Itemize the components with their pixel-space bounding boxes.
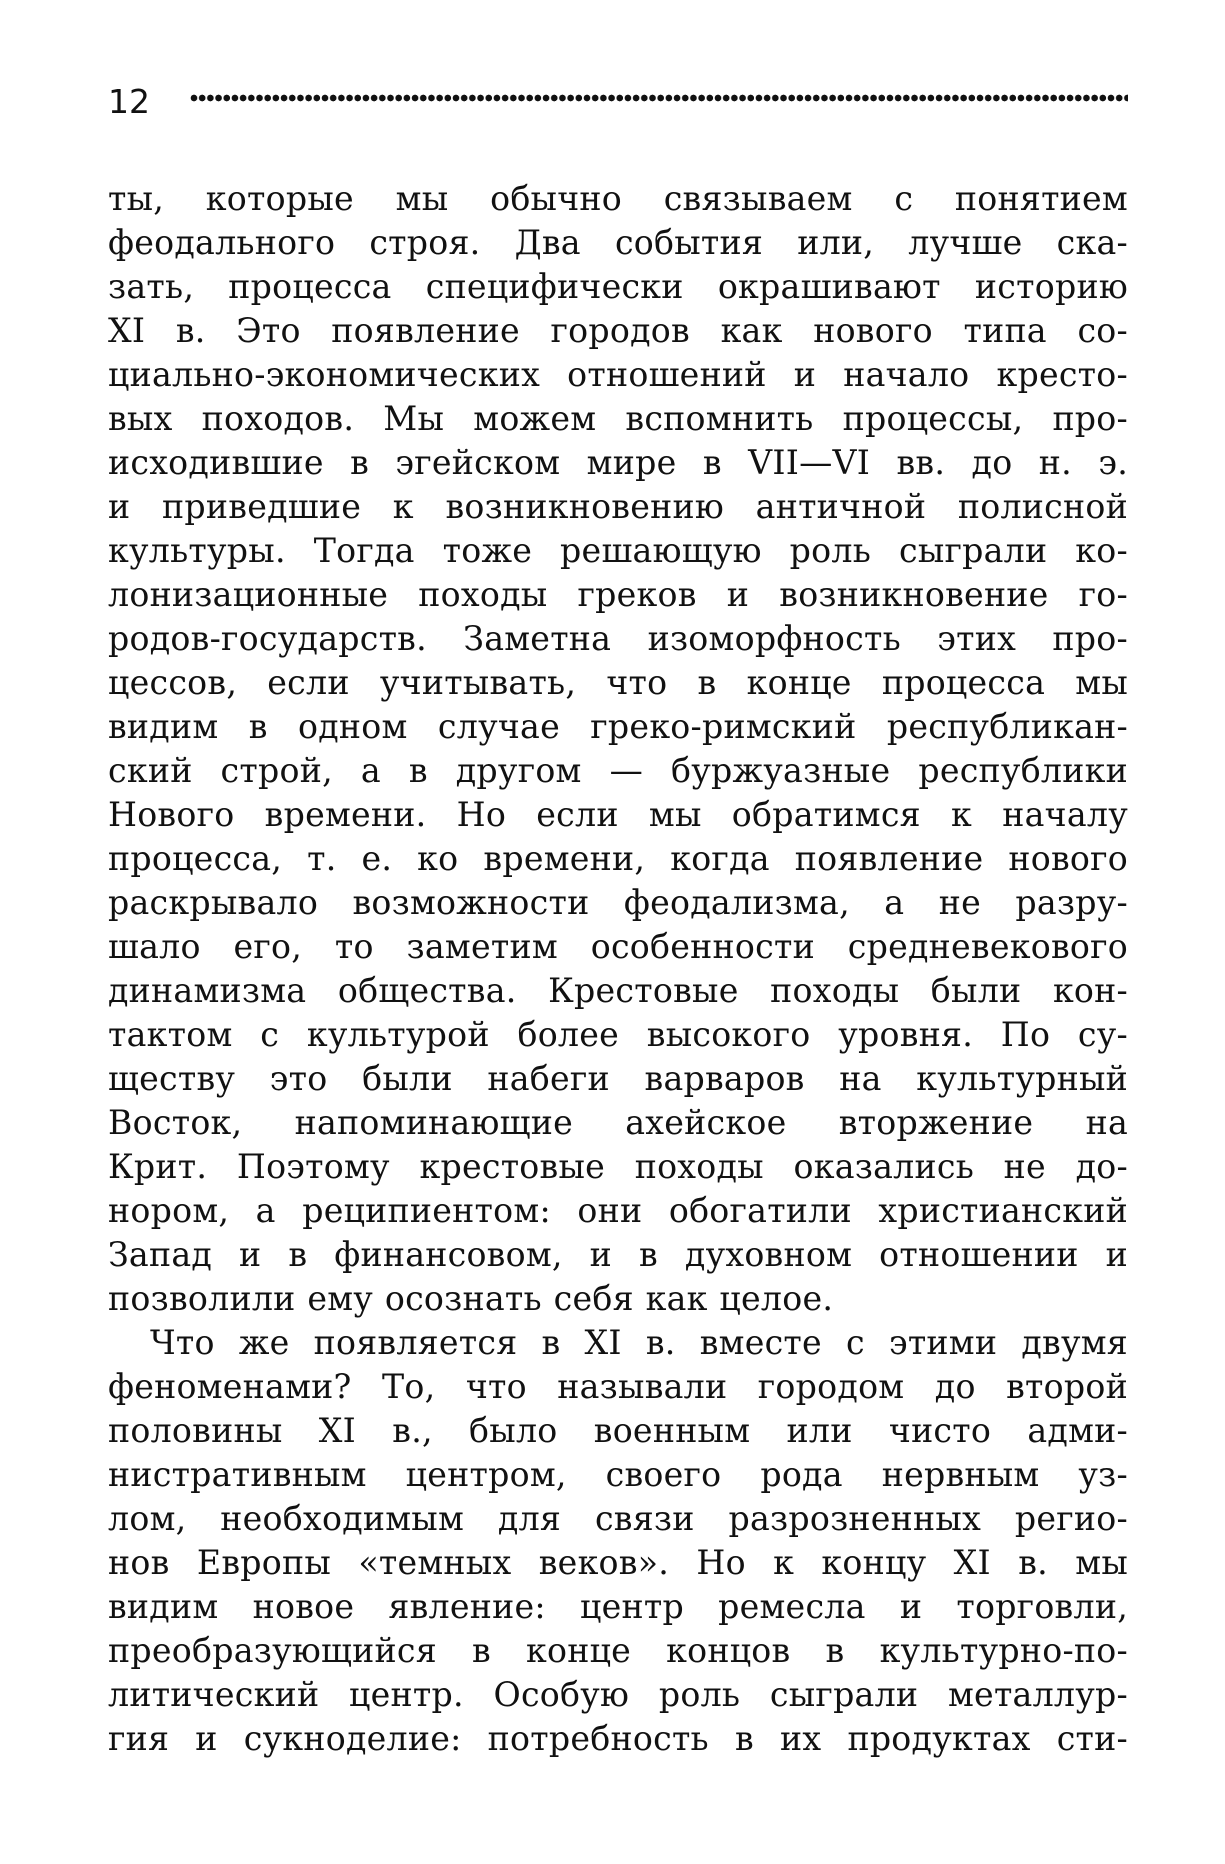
text-line: преобразующийся в конце концов в культурно-по- [108, 1631, 1128, 1670]
text-line: Восток, напоминающие ахейское вторжение на [108, 1103, 1128, 1142]
text-line: шало его, то заметим особенности средневекового [108, 927, 1128, 966]
dotted-ornament-rule [190, 94, 1128, 102]
text-line: нором, а реципиентом: они обогатили христианский [108, 1191, 1128, 1230]
text-line: Нового времени. Но если мы обратимся к началу [108, 795, 1128, 834]
text-line: цессов, если учитывать, что в конце процесса мы [108, 663, 1128, 702]
page-number: 12 [108, 82, 150, 121]
text-line: вых походов. Мы можем вспомнить процессы, про- [108, 399, 1128, 438]
body-text [108, 177, 1128, 1761]
text-line: процесса, т. е. ко времени, когда появление нового [108, 839, 1128, 878]
text-line: циально-экономических отношений и начало кресто- [108, 355, 1128, 394]
text-line: ты, которые мы обычно связываем с понятием [108, 179, 1128, 218]
text-line: ществу это были набеги варваров на культурный [108, 1059, 1128, 1098]
text-line: зать, процесса специфически окрашивают историю [108, 267, 1128, 306]
text-line: видим в одном случае греко-римский республикан- [108, 707, 1128, 746]
page-header [108, 82, 1128, 122]
text-line: лонизационные походы греков и возникновение го- [108, 575, 1128, 614]
text-line: исходившие в эгейском мире в VII—VI вв. до н. э. [108, 443, 1128, 482]
text-line: феноменами? То, что называли городом до второй [108, 1367, 1128, 1406]
paragraph-end-line: позволили ему осознать себя как целое. [108, 1279, 834, 1318]
text-line: Крит. Поэтому крестовые походы оказались не до- [108, 1147, 1128, 1186]
text-line: нов Европы «темных веков». Но к концу XI в. мы [108, 1543, 1128, 1582]
text-line: тактом с культурой более высокого уровня. По су- [108, 1015, 1128, 1054]
paragraph-start-line: Что же появляется в XI в. вместе с этими двумя [150, 1323, 1128, 1362]
text-line: литический центр. Особую роль сыграли металлур- [108, 1675, 1128, 1714]
text-line: динамизма общества. Крестовые походы были кон- [108, 971, 1128, 1010]
text-line: лом, необходимым для связи разрозненных регио- [108, 1499, 1128, 1538]
text-line: культуры. Тогда тоже решающую роль сыграли ко- [108, 531, 1128, 570]
text-line: феодального строя. Два события или, лучше ска- [108, 223, 1128, 262]
text-line: и приведшие к возникновению античной полисной [108, 487, 1128, 526]
text-line: раскрывало возможности феодализма, а не разру- [108, 883, 1128, 922]
text-line: видим новое явление: центр ремесла и торговли, [108, 1587, 1128, 1626]
text-line: ский строй, а в другом — буржуазные республики [108, 751, 1128, 790]
text-line: половины XI в., было военным или чисто адми- [108, 1411, 1128, 1450]
text-line: родов-государств. Заметна изоморфность этих про- [108, 619, 1128, 658]
text-line: нистративным центром, своего рода нервным уз- [108, 1455, 1128, 1494]
text-line: гия и сукноделие: потребность в их продуктах сти- [108, 1719, 1128, 1758]
text-line: XI в. Это появление городов как нового типа со- [108, 311, 1128, 350]
text-line: Запад и в финансовом, и в духовном отношении и [108, 1235, 1128, 1274]
